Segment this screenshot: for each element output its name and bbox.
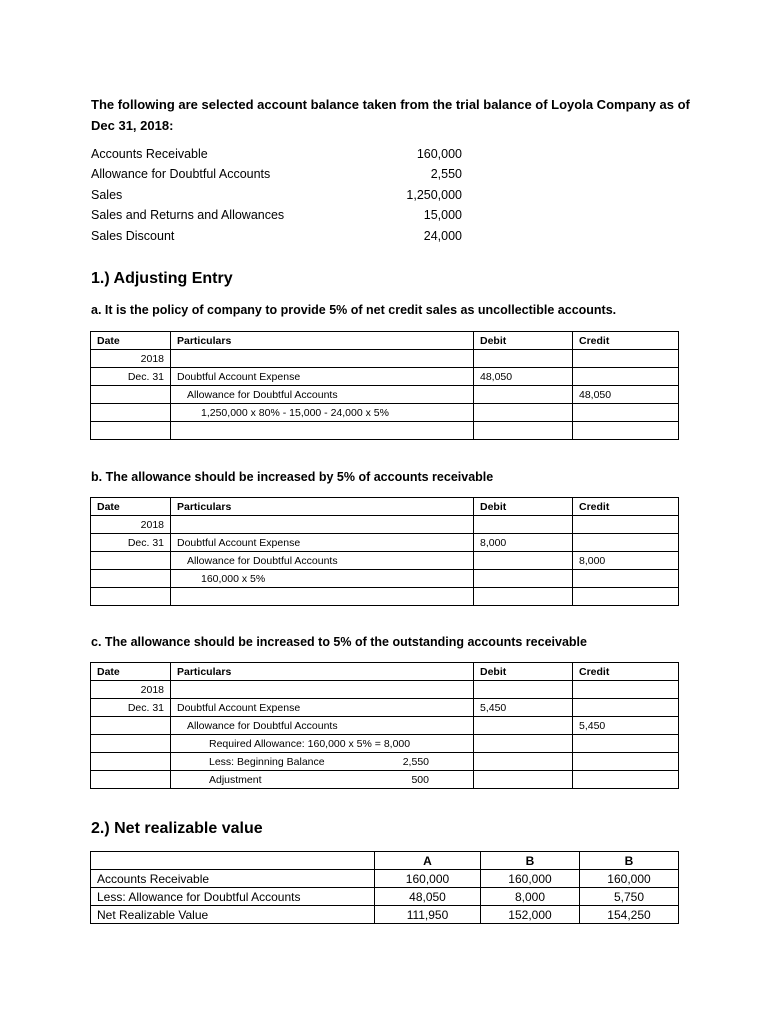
header-particulars: Particulars bbox=[171, 663, 474, 681]
row-label: Less: Allowance for Doubtful Accounts bbox=[91, 888, 375, 906]
debit-amount: 5,450 bbox=[474, 699, 573, 717]
debit-account: Doubtful Account Expense bbox=[171, 534, 474, 552]
entry-a-table bbox=[90, 331, 679, 440]
header-debit: Debit bbox=[474, 498, 573, 516]
entry-date: Dec. 31 bbox=[91, 368, 171, 386]
column-header: B bbox=[580, 852, 679, 870]
required-allowance: Required Allowance: 160,000 x 5% = 8,000 bbox=[171, 735, 474, 753]
section-1-title: 1.) Adjusting Entry bbox=[91, 270, 233, 287]
entry-date: Dec. 31 bbox=[91, 534, 171, 552]
column-header: A bbox=[375, 852, 481, 870]
balance-label: Sales bbox=[91, 188, 123, 202]
credit-account: Allowance for Doubtful Accounts bbox=[171, 552, 474, 570]
header-particulars: Particulars bbox=[171, 498, 474, 516]
credit-amount: 48,050 bbox=[573, 386, 679, 404]
cell-value: 154,250 bbox=[580, 906, 679, 924]
credit-account: Allowance for Doubtful Accounts bbox=[171, 717, 474, 735]
credit-account: Allowance for Doubtful Accounts bbox=[171, 386, 474, 404]
computation: 160,000 x 5% bbox=[171, 570, 474, 588]
header-credit: Credit bbox=[573, 663, 679, 681]
balance-label: Accounts Receivable bbox=[91, 147, 208, 161]
header-debit: Debit bbox=[474, 332, 573, 350]
less-beginning-label: Less: Beginning Balance bbox=[209, 755, 325, 768]
debit-account: Doubtful Account Expense bbox=[171, 699, 474, 717]
cell-value: 160,000 bbox=[580, 870, 679, 888]
nrv-table bbox=[90, 851, 679, 924]
balance-value: 1,250,000 bbox=[406, 188, 462, 202]
header-date: Date bbox=[91, 332, 171, 350]
less-beginning-value: 2,550 bbox=[402, 755, 429, 768]
section-2-title: 2.) Net realizable value bbox=[91, 820, 263, 837]
entry-c-table bbox=[90, 662, 679, 789]
header-credit: Credit bbox=[573, 332, 679, 350]
entry-b-title: b. The allowance should be increased by 5% of accounts receivable bbox=[91, 470, 494, 484]
credit-amount: 5,450 bbox=[573, 717, 679, 735]
cell-value: 111,950 bbox=[375, 906, 481, 924]
balance-label: Sales and Returns and Allowances bbox=[91, 208, 285, 222]
cell-value: 8,000 bbox=[481, 888, 580, 906]
balance-value: 24,000 bbox=[423, 229, 462, 243]
row-label: Accounts Receivable bbox=[91, 870, 375, 888]
header-date: Date bbox=[91, 498, 171, 516]
entry-year: 2018 bbox=[91, 681, 171, 699]
entry-c-title: c. The allowance should be increased to 5% of the outstanding accounts receivable bbox=[91, 635, 587, 649]
entry-year: 2018 bbox=[91, 516, 171, 534]
entry-b-table bbox=[90, 497, 679, 606]
column-header: B bbox=[481, 852, 580, 870]
debit-amount: 8,000 bbox=[474, 534, 573, 552]
header-particulars: Particulars bbox=[171, 332, 474, 350]
header-debit: Debit bbox=[474, 663, 573, 681]
entry-a-title: a. It is the policy of company to provide 5% of net credit sales as uncollectible accounts. bbox=[91, 303, 617, 317]
intro-text: The following are selected account balance taken from the trial balance of Loyola Company as of Dec 31, 2018: bbox=[91, 97, 690, 133]
header-credit: Credit bbox=[573, 498, 679, 516]
balance-label: Allowance for Doubtful Accounts bbox=[91, 167, 271, 181]
cell-value: 160,000 bbox=[481, 870, 580, 888]
cell-value: 5,750 bbox=[580, 888, 679, 906]
entry-date: Dec. 31 bbox=[91, 699, 171, 717]
balance-value: 15,000 bbox=[423, 208, 462, 222]
header-date: Date bbox=[91, 663, 171, 681]
cell-value: 152,000 bbox=[481, 906, 580, 924]
credit-amount: 8,000 bbox=[573, 552, 679, 570]
adjustment-label: Adjustment bbox=[209, 773, 262, 786]
entry-year: 2018 bbox=[91, 350, 171, 368]
balance-label: Sales Discount bbox=[91, 229, 175, 243]
debit-account: Doubtful Account Expense bbox=[171, 368, 474, 386]
balance-value: 2,550 bbox=[430, 167, 462, 181]
balance-value: 160,000 bbox=[416, 147, 462, 161]
row-label: Net Realizable Value bbox=[91, 906, 375, 924]
cell-value: 160,000 bbox=[375, 870, 481, 888]
adjustment-value: 500 bbox=[411, 773, 429, 786]
computation: 1,250,000 x 80% - 15,000 - 24,000 x 5% bbox=[171, 404, 474, 422]
cell-value: 48,050 bbox=[375, 888, 481, 906]
debit-amount: 48,050 bbox=[474, 368, 573, 386]
